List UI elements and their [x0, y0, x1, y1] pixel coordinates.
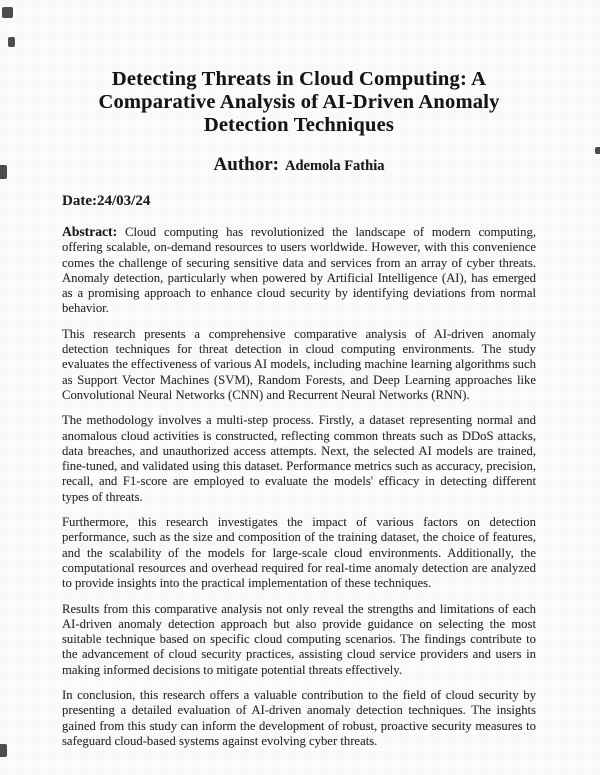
paper-title — [62, 68, 536, 137]
paper-title-line-1: Detecting Threats in Cloud Computing: A — [111, 68, 487, 90]
abstract-label: Abstract: — [62, 224, 118, 239]
body-paragraph-1: This research presents a comprehensive comparative analysis of AI-driven anomaly detection techniques for threat detection in cloud computing environments. The study evaluates the effectiveness of various AI models, including machine learning algorithms such as Support Vector Machines (SVM), Random Forests, and Deep Learning approaches like Convolutional Neural Networks (CNN) and Recurrent Neural Networks (RNN). — [62, 326, 537, 402]
abstract-text: Cloud computing has revolutionized the landscape of modern computing, offering scalable, on-demand resources to users worldwide. However, with this convenience comes the challenge of securing sensitive data and services from an array of cyber threats. Anomaly detection, particularly when powered by Artificial Intelligence (AI), has emerged as a promising approach to enhance cloud security by identifying deviations from normal behavior. — [62, 225, 536, 316]
abstract-paragraph — [62, 224, 536, 317]
body-paragraph-4: Results from this comparative analysis not only reveal the strengths and limitations of each AI-driven anomaly detection approach but also provide guidance on selecting the most suitable technique based on specific cloud computing scenarios. The findings contribute to the advancement of cloud security practices, assisting cloud service providers and users in making informed decisions to mitigate potential threats effectively. — [62, 601, 536, 677]
scan-artifact-mark — [8, 37, 15, 47]
author-name: Ademola Fathia — [284, 158, 385, 174]
scan-artifact-mark — [2, 7, 13, 18]
body-paragraph-3: Furthermore, this research investigates the impact of various factors on detection performance, such as the size and composition of the training dataset, the choice of features, and the scalability of the models for large-scale cloud environments. Additionally, the computational resources and overhead required for real-time anomaly detection are analyzed to provide insights into the practical implementation of these techniques. — [62, 515, 536, 591]
scan-artifact-mark — [0, 744, 7, 757]
body-paragraph-5: In conclusion, this research offers a valuable contribution to the field of cloud security by presenting a detailed evaluation of AI-driven anomaly detection techniques. The insights gained from this study can inform the development of robust, proactive security measures to safeguard cloud-based systems against evolving cyber threats. — [62, 688, 536, 748]
paper-title-line-2: Comparative Analysis of AI-Driven Anomaly — [98, 91, 500, 113]
author-line — [62, 154, 536, 176]
paper-title-line-3: Detection Techniques — [203, 114, 395, 136]
abstract-body — [62, 224, 536, 749]
author-label: Author: — [213, 154, 279, 175]
scan-artifact-mark — [0, 165, 7, 179]
date-line: Date:24/03/24 — [62, 193, 151, 209]
scan-artifact-mark — [595, 147, 600, 154]
body-paragraph-2: The methodology involves a multi-step process. Firstly, a dataset representing normal and anomalous cloud activities is constructed, reflecting common threats such as DDoS attacks, data breaches, and unauthorized access attempts. Next, the selected AI models are trained, fine-tuned, and validated using this dataset. Performance metrics such as accuracy, precision, recall, and F1-score are employed to evaluate the models' efficacy in detecting different types of threats. — [62, 413, 536, 504]
page-content — [62, 0, 536, 759]
